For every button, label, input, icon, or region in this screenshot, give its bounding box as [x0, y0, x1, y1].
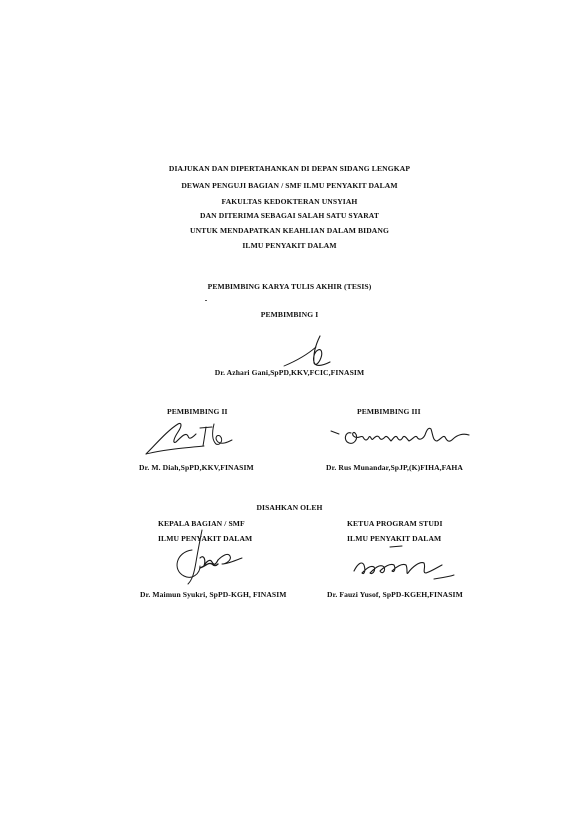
supervisor-3-name: Dr. Rus Munandar,SpJP,(K)FIHA,FAHA	[326, 463, 464, 472]
supervisor-2-name: Dr. M. Diah,SpPD,KKV,FINASIM	[139, 463, 254, 472]
header-line-5: UNTUK MENDAPATKAN KEAHLIAN DALAM BIDANG	[190, 226, 389, 235]
program-chair-signature	[350, 541, 460, 591]
program-chair-role-line-1: KETUA PROGRAM STUDI	[347, 519, 443, 528]
supervisor-1-name: Dr. Azhari Gani,SpPD,KKV,FCIC,FINASIM	[214, 368, 365, 377]
header-line-3: FAKULTAS KEDOKTERAN UNSYIAH	[221, 197, 358, 206]
supervisor-1-signature	[282, 334, 352, 370]
head-of-department-signature	[170, 528, 250, 588]
program-chair-name: Dr. Fauzi Yusof, SpPD-KGEH,FINASIM	[327, 590, 463, 599]
supervisor-3-label: PEMBIMBING III	[357, 407, 421, 416]
header-line-6: ILMU PENYAKIT DALAM	[242, 241, 337, 250]
stray-mark	[205, 300, 207, 301]
supervisor-3-signature	[329, 423, 479, 453]
supervisor-2-signature	[142, 418, 242, 458]
approval-title: DISAHKAN OLEH	[256, 503, 323, 512]
head-of-department-role-line-2: ILMU PENYAKIT DALAM	[158, 534, 253, 543]
header-line-4: DAN DITERIMA SEBAGAI SALAH SATU SYARAT	[200, 211, 379, 220]
supervisors-title: PEMBIMBING KARYA TULIS AKHIR (TESIS)	[207, 282, 372, 291]
supervisor-2-label: PEMBIMBING II	[167, 407, 228, 416]
header-line-1: DIAJUKAN DAN DIPERTAHANKAN DI DEPAN SIDANG LENGKAP	[168, 164, 411, 173]
program-chair-role-line-2: ILMU PENYAKIT DALAM	[347, 534, 442, 543]
head-of-department-role-line-1: KEPALA BAGIAN / SMF	[158, 519, 245, 528]
supervisor-1-label: PEMBIMBING I	[260, 310, 319, 319]
header-line-2: DEWAN PENGUJI BAGIAN / SMF ILMU PENYAKIT DALAM	[181, 181, 398, 190]
head-of-department-name: Dr. Maimun Syukri, SpPD-KGH, FINASIM	[140, 590, 287, 599]
